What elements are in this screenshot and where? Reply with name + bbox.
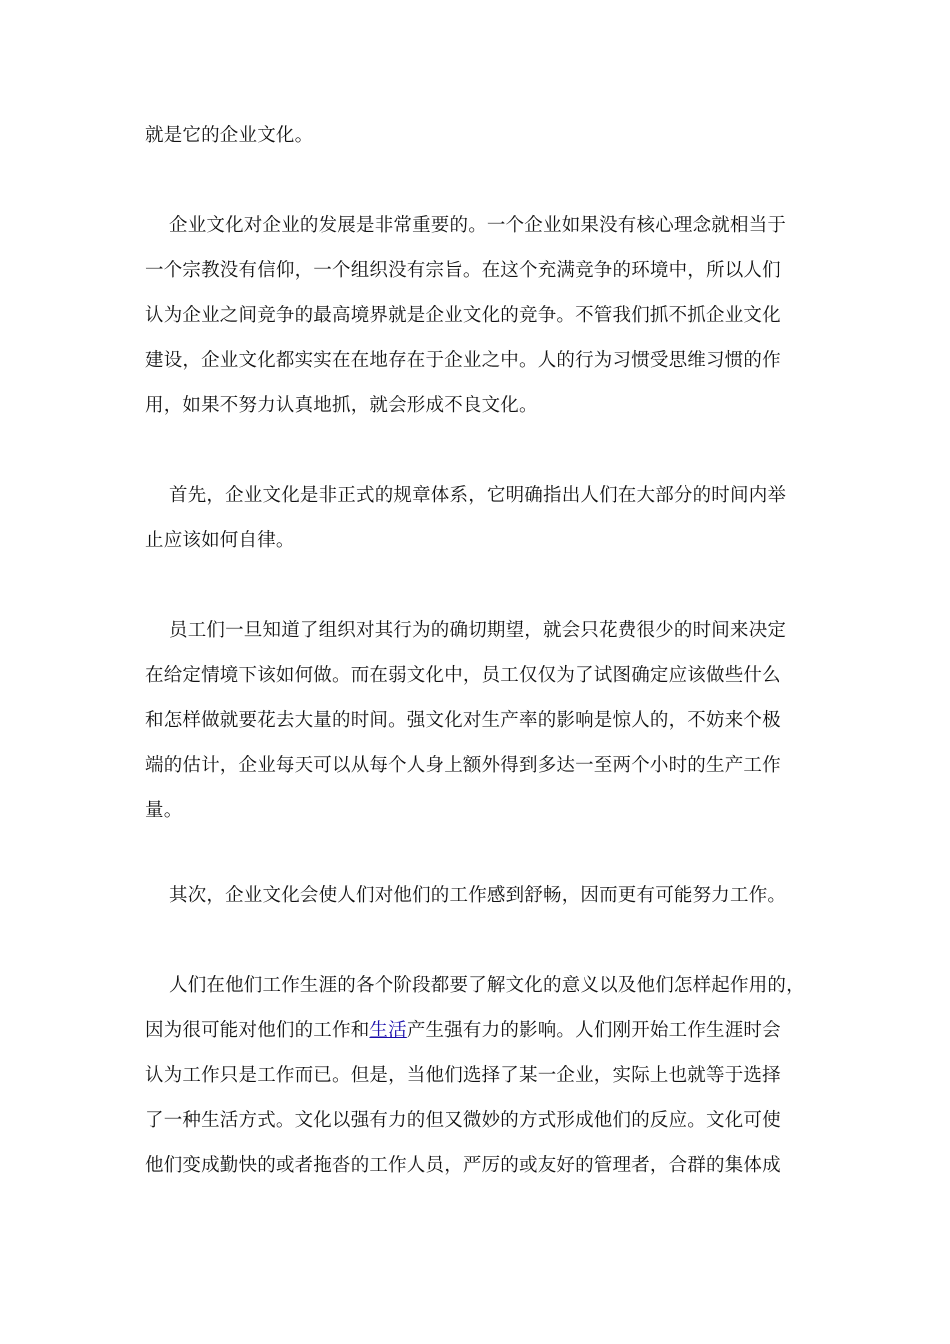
text-line: 首先，企业文化是非正式的规章体系，它明确指出人们在大部分的时间内举 — [169, 485, 787, 506]
text-line: 止应该如何自律。 — [145, 530, 295, 551]
text-line-with-link — [145, 1008, 815, 1053]
paragraph-6 — [145, 963, 815, 1188]
text-line: 认为企业之间竞争的最高境界就是企业文化的竞争。不管我们抓不抓企业文化 — [145, 305, 781, 326]
text-line: 了一种生活方式。文化以强有力的但又微妙的方式形成他们的反应。文化可使 — [145, 1110, 781, 1131]
paragraph-5 — [145, 873, 815, 918]
text-line: 在给定情境下该如何做。而在弱文化中，员工仅仅为了试图确定应该做些什么 — [145, 665, 781, 686]
text-line: 量。 — [145, 800, 183, 821]
text-line: 他们变成勤快的或者拖沓的工作人员，严厉的或友好的管理者，合群的集体成 — [145, 1155, 781, 1176]
text-line: 员工们一旦知道了组织对其行为的确切期望，就会只花费很少的时间来决定 — [169, 620, 787, 641]
paragraph-4 — [145, 608, 815, 833]
text-line: 就是它的企业文化。 — [145, 125, 314, 146]
text-line: 一个宗教没有信仰，一个组织没有宗旨。在这个充满竞争的环境中，所以人们 — [145, 260, 781, 281]
text-line: 和怎样做就要花去大量的时间。强文化对生产率的影响是惊人的，不妨来个极 — [145, 710, 781, 731]
text-line: 端的估计，企业每天可以从每个人身上额外得到多达一至两个小时的生产工作 — [145, 755, 781, 776]
text-line: 建设，企业文化都实实在在地存在于企业之中。人的行为习惯受思维习惯的作 — [145, 350, 781, 371]
paragraph-3 — [145, 473, 815, 563]
text-segment: 产生强有力的影响。人们刚开始工作生涯时会 — [406, 1020, 781, 1041]
text-line: 用，如果不努力认真地抓，就会形成不良文化。 — [145, 395, 538, 416]
text-line: 认为工作只是工作而已。但是，当他们选择了某一企业，实际上也就等于选择 — [145, 1065, 781, 1086]
text-line: 人们在他们工作生涯的各个阶段都要了解文化的意义以及他们怎样起作用的， — [169, 975, 805, 996]
text-line: 企业文化对企业的发展是非常重要的。一个企业如果没有核心理念就相当于 — [169, 215, 787, 236]
life-link[interactable]: 生活 — [369, 1020, 407, 1041]
paragraph-1 — [145, 113, 815, 158]
text-line: 其次，企业文化会使人们对他们的工作感到舒畅，因而更有可能努力工作。 — [169, 885, 787, 906]
text-segment: 因为很可能对他们的工作和 — [145, 1020, 370, 1041]
paragraph-2 — [145, 203, 815, 428]
